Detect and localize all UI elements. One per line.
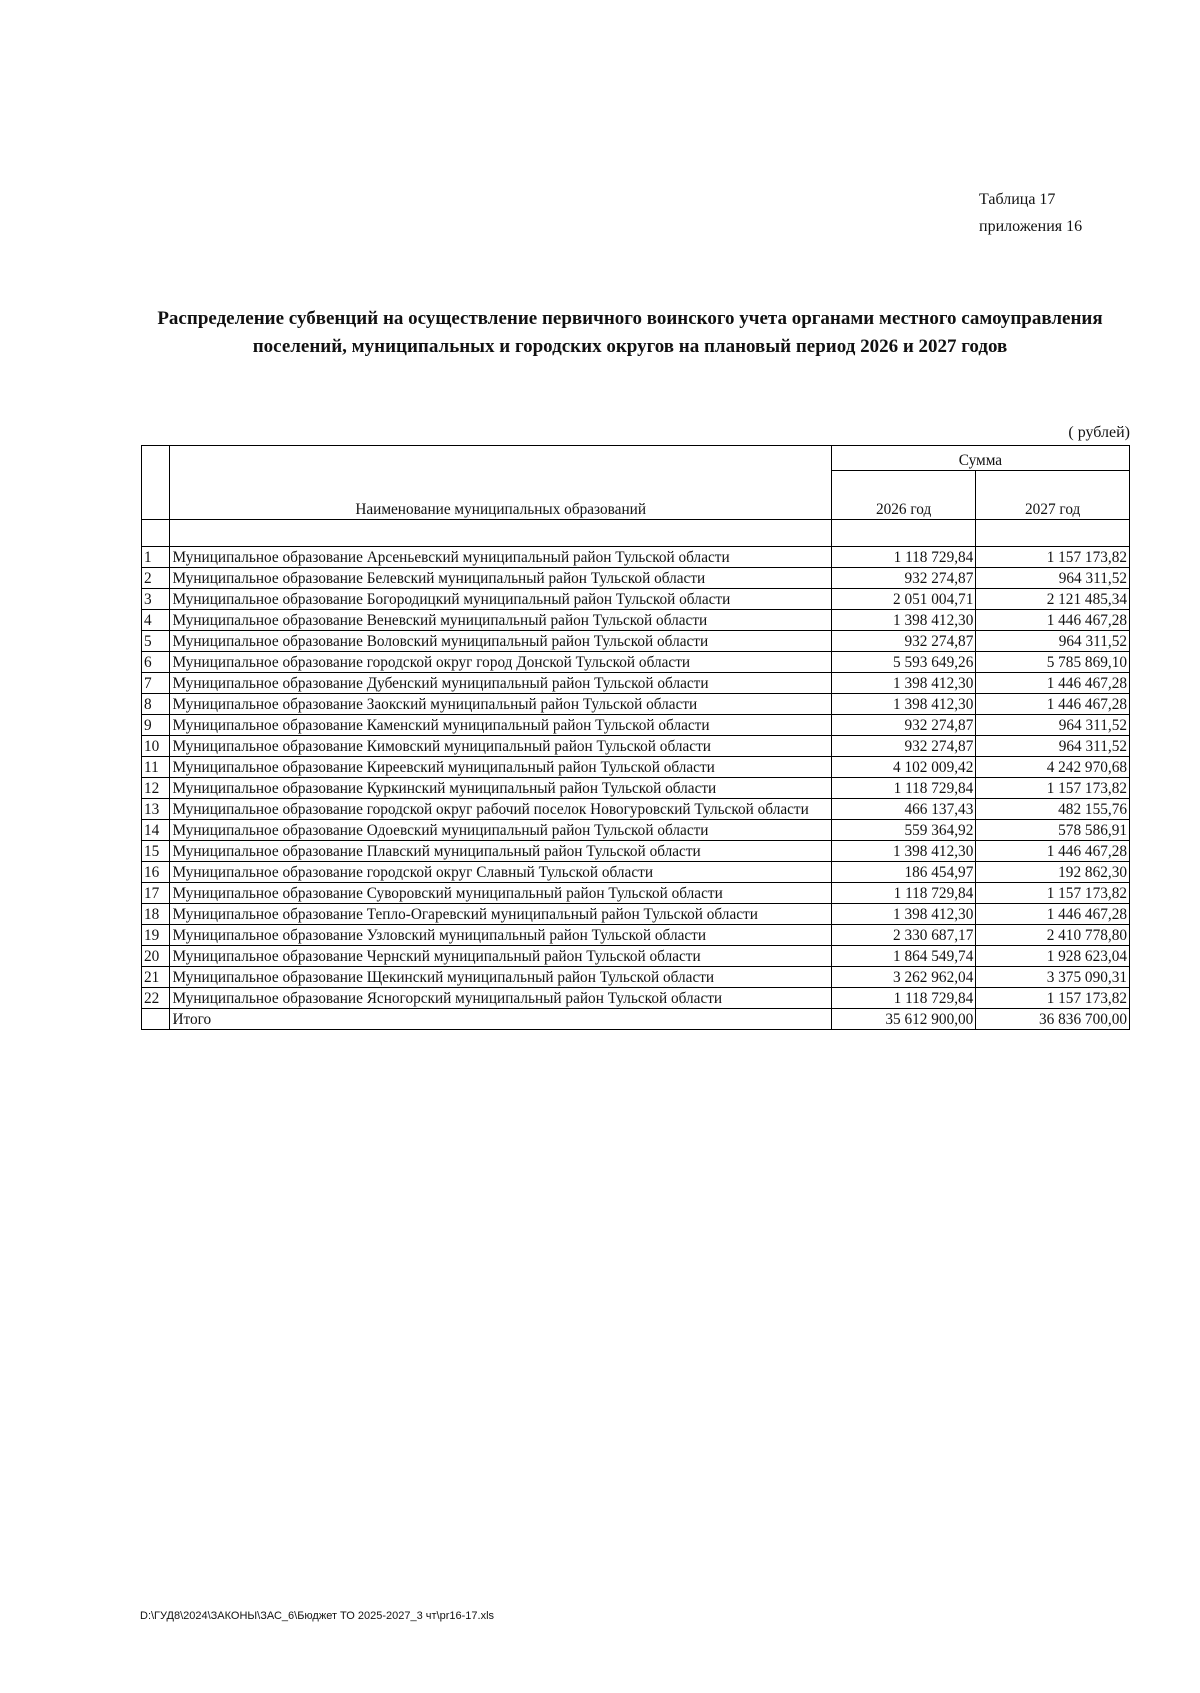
amount-2026: 1 864 549,74 <box>831 946 975 967</box>
table-row <box>142 841 1130 862</box>
table-row <box>142 568 1130 589</box>
amount-2026: 932 274,87 <box>831 631 975 652</box>
table-row <box>142 547 1130 568</box>
total-2027: 36 836 700,00 <box>976 1009 1130 1030</box>
municipality-name: Муниципальное образование городской округ город Донской Тульской области <box>170 652 831 673</box>
row-number: 3 <box>142 589 170 610</box>
municipality-name: Муниципальное образование Веневский муниципальный район Тульской области <box>170 610 831 631</box>
municipality-name: Муниципальное образование городской округ рабочий поселок Новогуровский Тульской области <box>170 799 831 820</box>
file-path-footer: D:\ГУД8\2024\ЗАКОНЫ\ЗАС_6\Бюджет ТО 2025-2027_3 чт\pr16-17.xls <box>140 1610 495 1622</box>
table-reference <box>979 186 1082 240</box>
row-number: 11 <box>142 757 170 778</box>
table-row <box>142 673 1130 694</box>
amount-2026: 1 398 412,30 <box>831 673 975 694</box>
amount-2027: 1 446 467,28 <box>976 694 1130 715</box>
amount-2026: 932 274,87 <box>831 715 975 736</box>
amount-2026: 1 118 729,84 <box>831 988 975 1009</box>
row-number: 9 <box>142 715 170 736</box>
amount-2027: 578 586,91 <box>976 820 1130 841</box>
table-row <box>142 904 1130 925</box>
amount-2027: 964 311,52 <box>976 568 1130 589</box>
row-number: 16 <box>142 862 170 883</box>
municipality-name: Муниципальное образование Плавский муниципальный район Тульской области <box>170 841 831 862</box>
row-number: 7 <box>142 673 170 694</box>
header-year-2026: 2026 год <box>831 471 975 520</box>
row-number: 18 <box>142 904 170 925</box>
header-year-2027: 2027 год <box>976 471 1130 520</box>
total-row <box>142 1009 1130 1030</box>
amount-2026: 2 330 687,17 <box>831 925 975 946</box>
amount-2026: 1 398 412,30 <box>831 841 975 862</box>
amount-2027: 1 446 467,28 <box>976 904 1130 925</box>
amount-2027: 2 410 778,80 <box>976 925 1130 946</box>
table-row <box>142 988 1130 1009</box>
row-number: 2 <box>142 568 170 589</box>
amount-2026: 1 398 412,30 <box>831 610 975 631</box>
row-number: 6 <box>142 652 170 673</box>
municipality-name: Муниципальное образование Заокский муниципальный район Тульской области <box>170 694 831 715</box>
amount-2027: 5 785 869,10 <box>976 652 1130 673</box>
amount-2026: 559 364,92 <box>831 820 975 841</box>
row-number: 5 <box>142 631 170 652</box>
table-row <box>142 694 1130 715</box>
document-title: Распределение субвенций на осуществление первичного воинского учета органами местного самоуправления поселений, муниципальных и городских округов на плановый период 2026 и 2027 годов <box>157 308 1103 357</box>
amount-2027: 4 242 970,68 <box>976 757 1130 778</box>
amount-2026: 1 118 729,84 <box>831 547 975 568</box>
total-number-cell <box>142 1009 170 1030</box>
row-number: 14 <box>142 820 170 841</box>
municipality-name: Муниципальное образование Чернский муниципальный район Тульской области <box>170 946 831 967</box>
amount-2026: 932 274,87 <box>831 568 975 589</box>
amount-2026: 186 454,97 <box>831 862 975 883</box>
amount-2026: 4 102 009,42 <box>831 757 975 778</box>
row-number: 10 <box>142 736 170 757</box>
row-number: 13 <box>142 799 170 820</box>
municipality-name: Муниципальное образование Тепло-Огаревский муниципальный район Тульской области <box>170 904 831 925</box>
row-number: 21 <box>142 967 170 988</box>
table-row <box>142 778 1130 799</box>
table-row <box>142 820 1130 841</box>
table-number: Таблица 17 <box>979 191 1056 208</box>
amount-2027: 482 155,76 <box>976 799 1130 820</box>
amount-2027: 1 157 173,82 <box>976 547 1130 568</box>
municipality-name: Муниципальное образование Арсеньевский муниципальный район Тульской области <box>170 547 831 568</box>
municipality-name: Муниципальное образование Киреевский муниципальный район Тульской области <box>170 757 831 778</box>
municipality-name: Муниципальное образование Каменский муниципальный район Тульской области <box>170 715 831 736</box>
municipality-name: Муниципальное образование Воловский муниципальный район Тульской области <box>170 631 831 652</box>
table-row <box>142 610 1130 631</box>
municipality-name: Муниципальное образование городской округ Славный Тульской области <box>170 862 831 883</box>
amount-2027: 1 157 173,82 <box>976 778 1130 799</box>
table-row <box>142 589 1130 610</box>
amount-2027: 964 311,52 <box>976 715 1130 736</box>
table-body <box>142 547 1130 1009</box>
amount-2026: 1 398 412,30 <box>831 904 975 925</box>
amount-2027: 192 862,30 <box>976 862 1130 883</box>
amount-2027: 1 446 467,28 <box>976 610 1130 631</box>
total-2026: 35 612 900,00 <box>831 1009 975 1030</box>
municipality-name: Муниципальное образование Ясногорский муниципальный район Тульской области <box>170 988 831 1009</box>
row-number: 15 <box>142 841 170 862</box>
amount-2027: 2 121 485,34 <box>976 589 1130 610</box>
amount-2027: 1 157 173,82 <box>976 988 1130 1009</box>
municipality-name: Муниципальное образование Дубенский муниципальный район Тульской области <box>170 673 831 694</box>
municipality-name: Муниципальное образование Суворовский муниципальный район Тульской области <box>170 883 831 904</box>
amount-2026: 3 262 962,04 <box>831 967 975 988</box>
row-number: 12 <box>142 778 170 799</box>
table-row <box>142 883 1130 904</box>
municipality-name: Муниципальное образование Щекинский муниципальный район Тульской области <box>170 967 831 988</box>
row-number: 4 <box>142 610 170 631</box>
municipality-name: Муниципальное образование Белевский муниципальный район Тульской области <box>170 568 831 589</box>
amount-2026: 466 137,43 <box>831 799 975 820</box>
amount-2027: 964 311,52 <box>976 631 1130 652</box>
table-row <box>142 652 1130 673</box>
header-spacer-row <box>142 520 1130 547</box>
amount-2027: 1 446 467,28 <box>976 841 1130 862</box>
row-number: 8 <box>142 694 170 715</box>
row-number: 22 <box>142 988 170 1009</box>
municipality-name: Муниципальное образование Кимовский муниципальный район Тульской области <box>170 736 831 757</box>
amount-2026: 1 118 729,84 <box>831 778 975 799</box>
amount-2026: 5 593 649,26 <box>831 652 975 673</box>
appendix-number: приложения 16 <box>979 218 1083 235</box>
municipality-name: Муниципальное образование Куркинский муниципальный район Тульской области <box>170 778 831 799</box>
header-sum: Сумма <box>831 446 1129 471</box>
units-label: ( рублей) <box>1068 424 1130 441</box>
table-row <box>142 799 1130 820</box>
amount-2027: 3 375 090,31 <box>976 967 1130 988</box>
amount-2027: 1 928 623,04 <box>976 946 1130 967</box>
table-row <box>142 862 1130 883</box>
amount-2027: 1 446 467,28 <box>976 673 1130 694</box>
amount-2026: 932 274,87 <box>831 736 975 757</box>
row-number: 20 <box>142 946 170 967</box>
header-name: Наименование муниципальных образований <box>170 446 831 520</box>
total-label: Итого <box>170 1009 831 1030</box>
municipality-name: Муниципальное образование Богородицкий муниципальный район Тульской области <box>170 589 831 610</box>
amount-2026: 1 118 729,84 <box>831 883 975 904</box>
amount-2027: 964 311,52 <box>976 736 1130 757</box>
amount-2026: 1 398 412,30 <box>831 694 975 715</box>
amount-2027: 1 157 173,82 <box>976 883 1130 904</box>
subvention-table <box>141 445 1130 1030</box>
table-row <box>142 757 1130 778</box>
table-row <box>142 715 1130 736</box>
amount-2026: 2 051 004,71 <box>831 589 975 610</box>
table-row <box>142 925 1130 946</box>
municipality-name: Муниципальное образование Узловский муниципальный район Тульской области <box>170 925 831 946</box>
table-row <box>142 946 1130 967</box>
row-number: 1 <box>142 547 170 568</box>
municipality-name: Муниципальное образование Одоевский муниципальный район Тульской области <box>170 820 831 841</box>
table-row <box>142 631 1130 652</box>
table-row <box>142 967 1130 988</box>
header-number-cell <box>142 446 170 520</box>
table-row <box>142 736 1130 757</box>
row-number: 17 <box>142 883 170 904</box>
row-number: 19 <box>142 925 170 946</box>
